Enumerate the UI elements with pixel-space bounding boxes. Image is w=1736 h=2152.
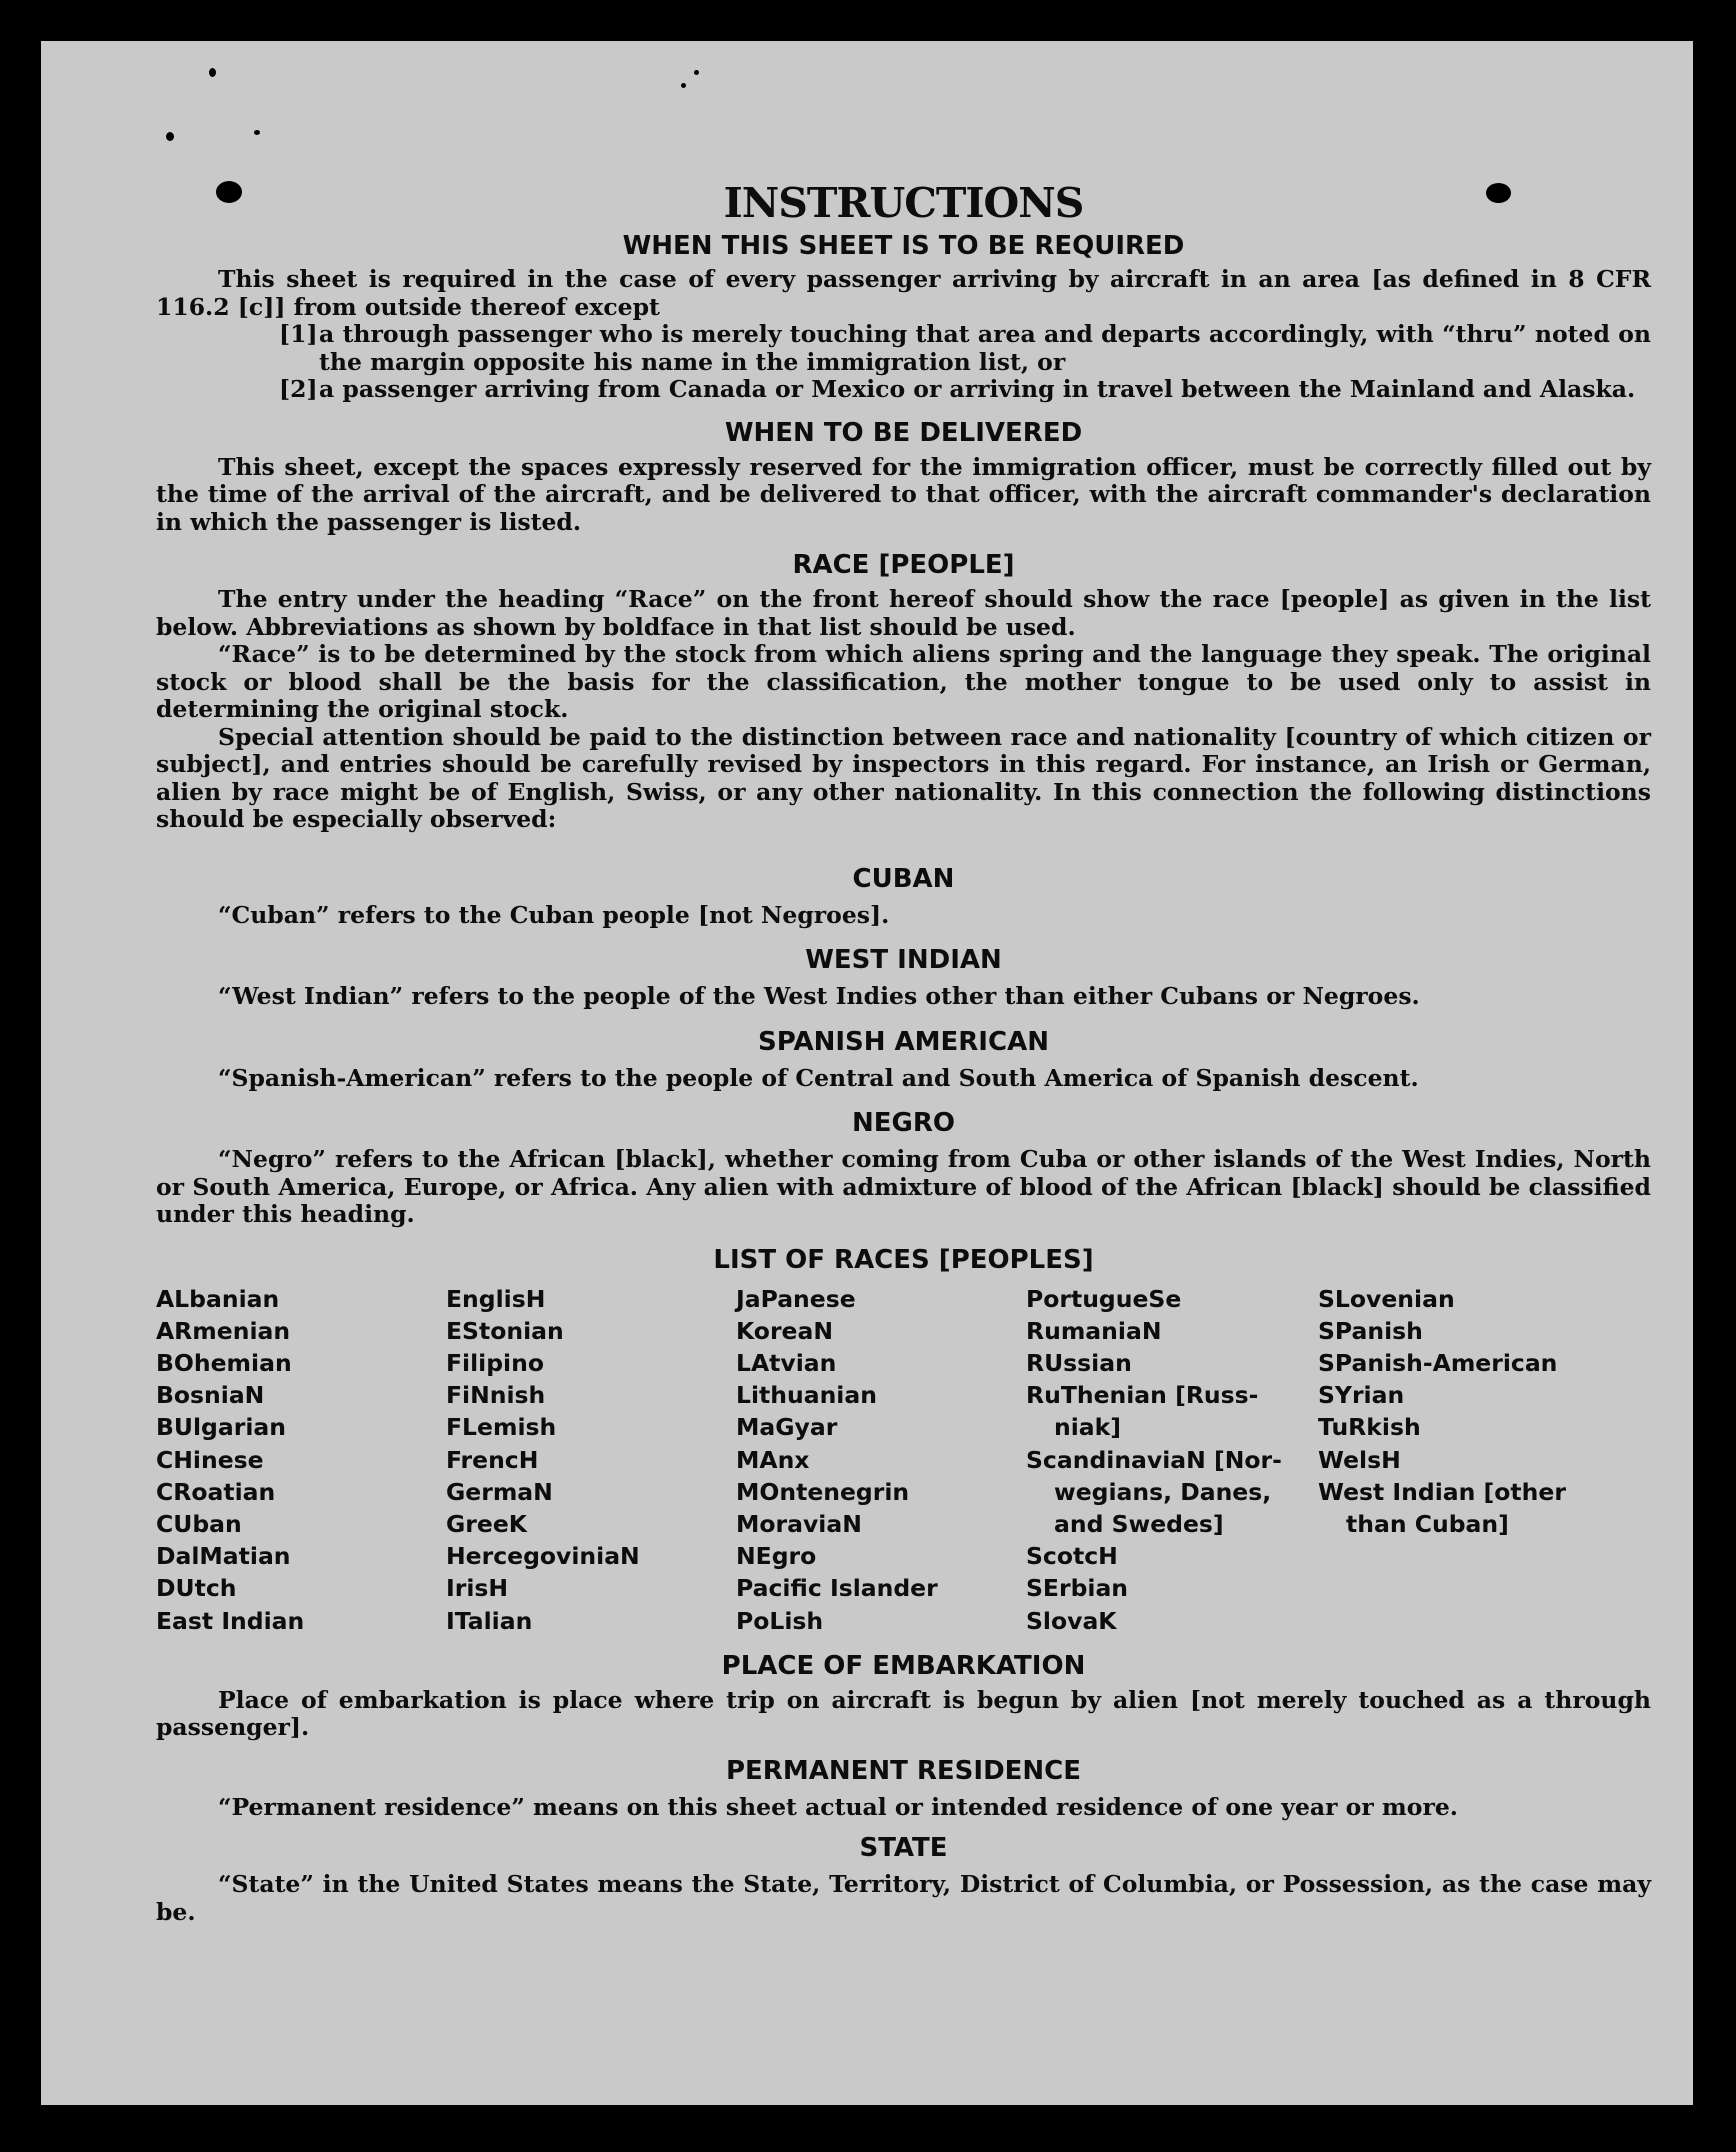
races-list (156, 1283, 1651, 1637)
race-entry: MoraviaN (736, 1509, 862, 1538)
race-entry: LAtvian (736, 1348, 837, 1377)
negro-text: “Negro” refers to the African [black], whether coming from Cuba or other islands of the West Indies, North or South America, Europe, or Africa. Any alien with admixture of blood of the African [black] should be classified under this heading. (156, 1145, 1651, 1228)
state-text: “State” in the United States means the State, Territory, District of Columbia, or Possession, as the case may be. (156, 1870, 1651, 1926)
race-entry: MAnx (736, 1445, 810, 1474)
race-entry: TuRkish (1318, 1413, 1421, 1442)
race-entry: HercegoviniaN (446, 1542, 640, 1571)
page-title: INSTRUCTIONS (723, 179, 1084, 227)
race-entry: East Indian (156, 1606, 305, 1635)
instructions-content (156, 136, 1651, 1926)
scan-speck (209, 68, 216, 77)
section-heading-embarkation: PLACE OF EMBARKATION (721, 1650, 1086, 1681)
race-entry: CHinese (156, 1445, 264, 1474)
race-entry: Filipino (446, 1348, 544, 1377)
required-item (279, 321, 1651, 376)
race-entry: DalMatian (156, 1542, 291, 1571)
residence-text: “Permanent residence” means on this sheet actual or intended residence of one year or more. (218, 1792, 1458, 1821)
race-entry: GreeK (446, 1509, 527, 1538)
section-heading-spanish-american: SPANISH AMERICAN (758, 1026, 1049, 1057)
required-item (279, 376, 1651, 404)
race-entry: ScotcH (1026, 1542, 1118, 1571)
race-entry: ARmenian (156, 1316, 291, 1345)
race-entry-continuation: wegians, Danes, (1054, 1477, 1272, 1506)
race-entry: SlovaK (1026, 1606, 1117, 1635)
race-entry: RumaniaN (1026, 1316, 1162, 1345)
race-entry: Pacific Islander (736, 1574, 938, 1603)
item-number: [1] (279, 320, 318, 348)
race-entry: BosniaN (156, 1381, 265, 1410)
race-entry: DUtch (156, 1574, 237, 1603)
race-paragraph: Special attention should be paid to the distinction between race and nationality [country of which citizen or subject], and entries should be carefully revised by inspectors in this regard. For instance, an Irish or German, alien by race might be of English, Swiss, or any other nationality. In this connection the following distinctions should be especially observed: (156, 722, 1651, 833)
race-entry: Lithuanian (736, 1381, 877, 1410)
races-column (446, 1283, 736, 1637)
race-entry: ALbanian (156, 1284, 280, 1313)
section-heading-west-indian: WEST INDIAN (805, 945, 1002, 975)
race-entry: SYrian (1318, 1381, 1405, 1410)
race-entry: FiNnish (446, 1381, 546, 1410)
race-entry: West Indian [other (1318, 1477, 1566, 1506)
race-entry-continuation: niak] (1054, 1413, 1122, 1442)
cuban-text: “Cuban” refers to the Cuban people [not Negroes]. (218, 900, 890, 929)
race-entry: ScandinaviaN [Nor- (1026, 1445, 1282, 1474)
race-entry: CRoatian (156, 1477, 276, 1506)
races-column (1318, 1283, 1566, 1637)
race-entry: GermaN (446, 1477, 553, 1506)
race-entry: SPanish (1318, 1316, 1423, 1345)
race-entry: FLemish (446, 1413, 557, 1442)
race-entry: KoreaN (736, 1316, 833, 1345)
races-column (1026, 1283, 1318, 1637)
race-entry-continuation: and Swedes] (1054, 1509, 1224, 1538)
item-text: a through passenger who is merely touching that area and departs accordingly, with “thru” noted on the margin opposite his name in the immigration list, or (319, 320, 1651, 376)
race-entry: IrisH (446, 1574, 509, 1603)
race-entry: MaGyar (736, 1413, 838, 1442)
document-page (41, 41, 1693, 2105)
race-entry: FrencH (446, 1445, 539, 1474)
item-text: a passenger arriving from Canada or Mexico or arriving in travel between the Mainland and Alaska. (319, 375, 1636, 403)
section-heading-race: RACE [PEOPLE] (792, 550, 1015, 580)
race-entry: RuThenian [Russ- (1026, 1381, 1259, 1410)
race-entry: RUssian (1026, 1348, 1132, 1377)
section-heading-cuban: CUBAN (852, 863, 955, 894)
race-entry: JaPanese (736, 1284, 856, 1313)
race-entry: CUban (156, 1509, 242, 1538)
race-entry: SLovenian (1318, 1284, 1455, 1313)
race-entry: ITalian (446, 1606, 533, 1635)
spanish-american-text: “Spanish-American” refers to the people of Central and South America of Spanish descent. (218, 1063, 1419, 1092)
section-heading-negro: NEGRO (852, 1108, 955, 1138)
race-entry: SPanish-American (1318, 1348, 1558, 1377)
scan-speck (254, 130, 260, 135)
race-entry: BUlgarian (156, 1413, 286, 1442)
section-heading-residence: PERMANENT RESIDENCE (725, 1755, 1082, 1786)
section-heading-state: STATE (859, 1833, 948, 1864)
race-paragraph: The entry under the heading “Race” on the front hereof should show the race [people] as given in the list below. Abbreviations as shown by boldface in that list should be used. (156, 585, 1651, 641)
embarkation-text: Place of embarkation is place where trip on aircraft is begun by alien [not merely touched as a through passenger]. (156, 1685, 1651, 1742)
race-entry: SErbian (1026, 1574, 1129, 1603)
delivered-text: This sheet, except the spaces expressly reserved for the immigration officer, must be correctly filled out by the time of the arrival of the aircraft, and be delivered to that officer, with the aircraft commander's declaration in which the passenger is listed. (156, 452, 1651, 536)
race-entry-continuation: than Cuban] (1346, 1509, 1509, 1538)
west-indian-text: “West Indian” refers to the people of the West Indies other than either Cubans or Negroes. (218, 982, 1420, 1010)
scan-speck (681, 83, 686, 88)
race-entry: WelsH (1318, 1445, 1401, 1474)
scan-speck (694, 70, 699, 75)
races-column (736, 1283, 1026, 1637)
race-entry: MOntenegrin (736, 1477, 910, 1506)
race-entry: BOhemian (156, 1348, 292, 1377)
race-paragraph: “Race” is to be determined by the stock from which aliens spring and the language they speak. The original stock or blood shall be the basis for the classification, the mother tongue to be used only to assist in determining the original stock. (156, 640, 1651, 723)
section-heading-list-of-races: LIST OF RACES [PEOPLES] (713, 1244, 1094, 1275)
section-heading-delivered: WHEN TO BE DELIVERED (724, 417, 1083, 448)
section-heading-required: WHEN THIS SHEET IS TO BE REQUIRED (622, 231, 1185, 261)
races-column (156, 1283, 446, 1637)
race-entry: PortugueSe (1026, 1284, 1182, 1313)
required-intro: This sheet is required in the case of every passenger arriving by aircraft in an area [as defined in 8 CFR 116.2 [c]] from outside thereof except (156, 265, 1651, 321)
item-number: [2] (279, 375, 318, 403)
race-entry: EnglisH (446, 1284, 546, 1313)
race-entry: EStonian (446, 1316, 564, 1345)
race-entry: PoLish (736, 1606, 824, 1635)
race-entry: NEgro (736, 1542, 817, 1571)
